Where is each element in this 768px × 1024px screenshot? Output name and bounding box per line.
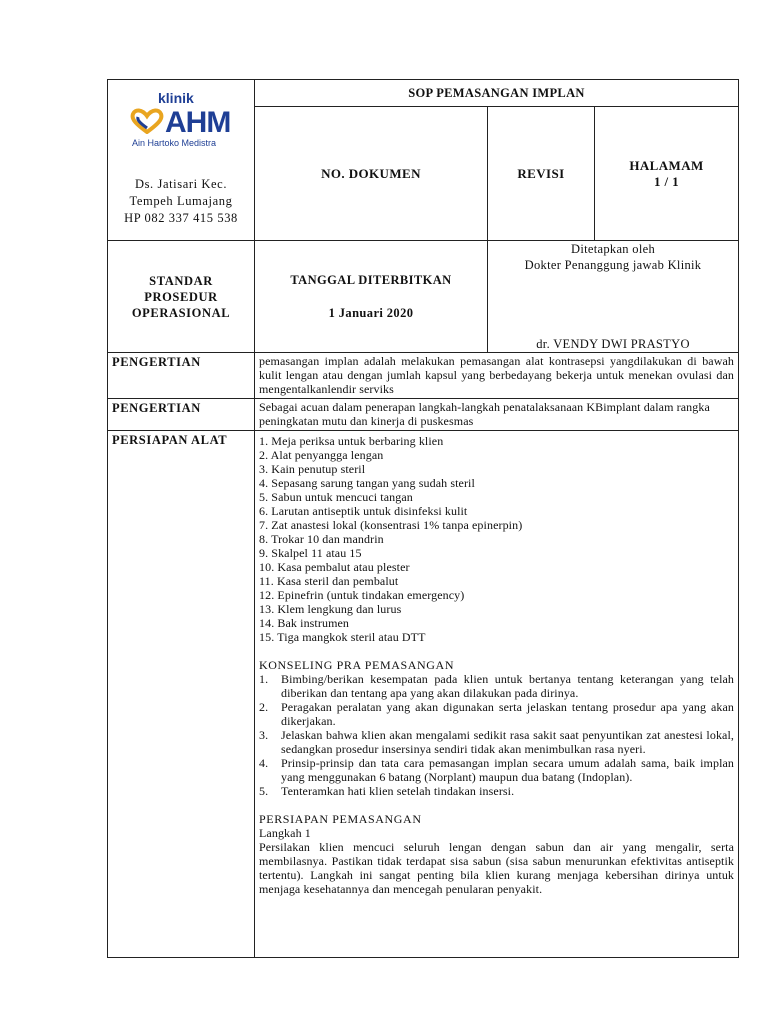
alat-item: 13. Klem lengkung dan lurus: [259, 602, 402, 616]
konseling-item: [259, 756, 734, 784]
address-line-3: HP 082 337 415 538: [124, 211, 238, 225]
pengertian-label-2: PENGERTIAN: [108, 399, 255, 431]
konseling-text: Bimbing/berikan kesempatan pada klien untuk bertanya tentang keterangan yang telah diberikan dan tentang apa yang akan dilakukan pada dirinya.: [281, 672, 735, 700]
konseling-title: KONSELING PRA PEMASANGAN: [259, 658, 455, 672]
tanggal-value: 1 Januari 2020: [328, 305, 414, 320]
sop-label-line-2: PROSEDUR: [144, 289, 218, 304]
konseling-text: Prinsip-prinsip dan tata cara pemasangan implan secara umum adalah sama, baik implan yang menggunakan 6 batang (Norplant) maupun dua batang (Indoplan).: [281, 756, 735, 784]
sop-title: SOP PEMASANGAN IMPLAN: [255, 80, 739, 107]
dpj-label: Dokter Penanggung jawab Klinik: [524, 258, 702, 272]
clinic-logo: [108, 80, 254, 170]
alat-item: 15. Tiga mangkok steril atau DTT: [259, 630, 426, 644]
persiapan-alat-content: [255, 431, 739, 958]
halaman-value: 1 / 1: [653, 173, 680, 189]
tanggal-cell: [255, 241, 488, 353]
alat-item: 12. Epinefrin (untuk tindakan emergency): [259, 588, 465, 602]
pengertian-text-2: Sebagai acuan dalam penerapan langkah-langkah penatalaksanaan KBimplant dalam rangka peningkatan mutu dan kinerja di puskesmas: [255, 399, 739, 431]
konseling-number: 5.: [259, 784, 269, 798]
ditetapkan-cell: [488, 241, 739, 353]
konseling-list: [259, 672, 734, 798]
konseling-item: [259, 700, 734, 728]
alat-item: 9. Skalpel 11 atau 15: [259, 546, 362, 560]
alat-item: 7. Zat anastesi lokal (konsentrasi 1% tanpa epinerpin): [259, 518, 523, 532]
heart-logo-icon: [130, 108, 164, 134]
alat-item: 4. Sepasang sarung tangan yang sudah steril: [259, 476, 475, 490]
alat-item: 3. Kain penutup steril: [259, 462, 366, 476]
konseling-number: 4.: [259, 756, 269, 770]
logo-tagline: Ain Hartoko Medistra: [132, 138, 217, 148]
logo-klinik-text: klinik: [158, 90, 194, 106]
pengertian-label-1: PENGERTIAN: [108, 353, 255, 399]
doctor-name: dr. VENDY DWI PRASTYO: [536, 337, 690, 351]
clinic-address: [108, 176, 254, 227]
konseling-number: 2.: [259, 700, 269, 714]
halaman-cell: [595, 107, 739, 241]
alat-item: 8. Trokar 10 dan mandrin: [259, 532, 384, 546]
revisi-label: REVISI: [488, 107, 595, 241]
ditetapkan-label: Ditetapkan oleh: [571, 242, 656, 256]
konseling-item: [259, 728, 734, 756]
konseling-text: Jelaskan bahwa klien akan mengalami sedikit rasa sakit saat penyuntikan zat anestesi lokal, sedangkan prosedur insersinya sendiri tidak akan menimbulkan rasa nyeri.: [281, 728, 735, 756]
sop-table: [107, 79, 739, 958]
alat-item: 14. Bak instrumen: [259, 616, 350, 630]
langkah-text: Persilakan klien mencuci seluruh lengan dengan sabun dan air yang mengalir, serta membilasnya. Pastikan tidak terdapat sisa sabun (sisa sabun menurunkan efektivitas antiseptik tertentu). Langkah ini sangat penting bila klien kurang menjaga kebersihan dirinya untuk menjaga kesehatannya dan mencegah penularan penyakit.: [259, 840, 735, 896]
address-line-2: Tempeh Lumajang: [129, 194, 233, 208]
halaman-label: HALAMAM: [629, 157, 704, 173]
konseling-number: 3.: [259, 728, 269, 742]
konseling-item: [259, 672, 734, 700]
tanggal-label: TANGGAL DITERBITKAN: [290, 272, 452, 287]
sop-label-cell: [108, 241, 255, 353]
logo-brand-text: AHM: [165, 106, 231, 139]
alat-list: [259, 434, 734, 644]
pemasangan-title: PERSIAPAN PEMASANGAN: [259, 812, 422, 826]
konseling-text: Peragakan peralatan yang akan digunakan serta jelaskan tentang prosedur apa yang akan dikerjakan.: [281, 700, 735, 728]
konseling-text: Tenteramkan hati klien setelah tindakan insersi.: [281, 784, 515, 798]
alat-item: 1. Meja periksa untuk berbaring klien: [259, 434, 444, 448]
sop-label-line-1: STANDAR: [149, 273, 213, 288]
alat-item: 10. Kasa pembalut atau plester: [259, 560, 410, 574]
sop-document: [107, 79, 738, 958]
pengertian-text-1: pemasangan implan adalah melakukan pemasangan alat kontrasepsi yangdilakukan di bawah kulit lengan atau dengan jumlah kapsul yang berbedayang bekerja untuk menekan ovulasi dan mengentalkanlendir serviks: [255, 353, 739, 399]
address-line-1: Ds. Jatisari Kec.: [134, 177, 228, 191]
konseling-number: 1.: [259, 672, 269, 686]
langkah-title: Langkah 1: [259, 826, 311, 840]
alat-item: 5. Sabun untuk mencuci tangan: [259, 490, 413, 504]
alat-item: 2. Alat penyangga lengan: [259, 448, 384, 462]
persiapan-alat-label: PERSIAPAN ALAT: [108, 431, 255, 958]
konseling-item: [259, 784, 734, 798]
sop-label-line-3: OPERASIONAL: [131, 305, 231, 320]
alat-item: 6. Larutan antiseptik untuk disinfeksi kulit: [259, 504, 468, 518]
alat-item: 11. Kasa steril dan pembalut: [259, 574, 399, 588]
clinic-logo-cell: [108, 80, 255, 241]
no-dokumen-label: NO. DOKUMEN: [255, 107, 488, 241]
